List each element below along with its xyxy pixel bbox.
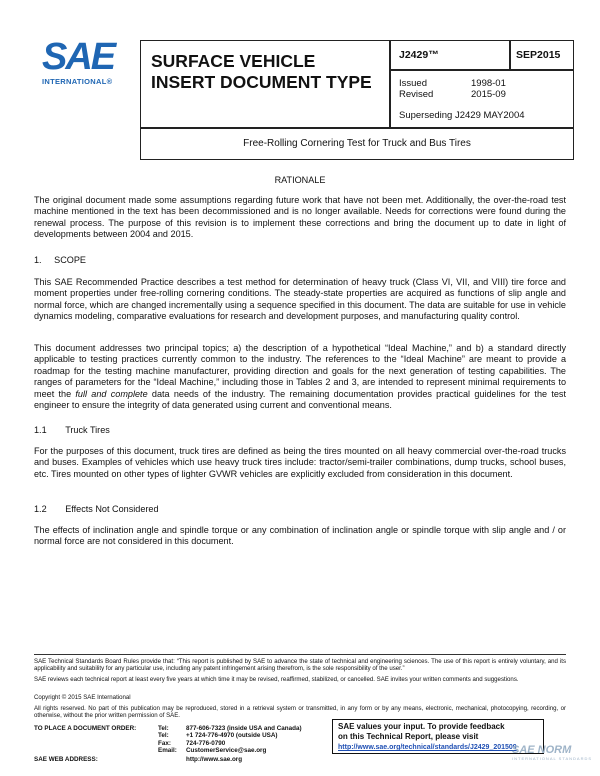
- revised-label: Revised: [399, 89, 434, 100]
- section-1-2-title: Effects Not Considered: [65, 504, 159, 514]
- email-label: Email:: [158, 747, 177, 755]
- title-line-2: INSERT DOCUMENT TYPE: [151, 72, 372, 92]
- tel2-value: +1 724-776-4970 (outside USA): [186, 732, 278, 740]
- document-type-box: [140, 40, 390, 128]
- section-1-2-number: 1.2: [34, 504, 47, 514]
- issued-label: Issued: [399, 78, 427, 89]
- issued-value: 1998-01: [471, 78, 506, 89]
- scope-p2-part-b: data needs of the industry. The remaining documentation provides practical guidelines for the test engineer to ensure the integrity of data generated using current and conventional means.: [34, 388, 566, 411]
- feedback-line-2: on this Technical Report, please visit: [338, 732, 479, 741]
- document-type-title: [151, 51, 372, 93]
- section-1-1-heading: [34, 425, 110, 435]
- document-title-box: [140, 128, 574, 160]
- revised-value: 2015-09: [471, 89, 506, 100]
- footer-divider: [34, 654, 566, 655]
- tel-label: Tel:: [158, 725, 169, 732]
- section-1-number: 1.: [34, 255, 42, 265]
- watermark-text: SAE NORM: [512, 744, 572, 756]
- section-1-1-number: 1.1: [34, 425, 47, 435]
- truck-tires-paragraph: For the purposes of this document, truck tires are defined as being the tires mounted on all heavy commercial over-the-road trucks and buses. Examples of vehicles which use heavy truck tires include: tractor/semi-trailer combinations, dump trucks, school buses, etc. Tires mounted on other types of lighter GVWR vehicles are explicitly excluded from consideration in this document.: [34, 446, 566, 479]
- title-line-1: SURFACE VEHICLE: [151, 51, 316, 71]
- rationale-paragraph: The original document made some assumptions regarding future work that have not been met. Additionally, the over-the-road test machine mentioned in the text has been decommissioned and is no longer available. Needs for corrections were found during the renewal process. The purpose of this revision is to implement these corrections and bring the document up to date in light of developments between 2004 and 2015.: [34, 195, 566, 240]
- copyright-text: Copyright © 2015 SAE International: [34, 694, 131, 701]
- superseding-note: Superseding J2429 MAY2004: [399, 110, 525, 121]
- effects-paragraph: The effects of inclination angle and spindle torque or any combination of inclination angle or spindle torque with slip angle and / or normal force are not considered in this document.: [34, 525, 566, 547]
- scope-p2-part-a: This document addresses two principal topics; a) the description of a hypothetical “Ideal Machine,” and b) a standard directly applicable to testing practices currently common to the industry. The references to the “Ideal Machine” are meant to provide a roadmap for the testing machine manufacturer, providing direction and goals for the next generation of testing capabilities. The ranges of parameters for the “Ideal Machine,” including those in Tables 2 and 3, are intended to represent minimal requirements to meet the: [34, 343, 566, 399]
- document-title: Free-Rolling Cornering Test for Truck and Bus Tires: [243, 138, 471, 149]
- section-1-title: SCOPE: [54, 255, 86, 265]
- section-1-1-title: Truck Tires: [65, 425, 110, 435]
- scope-paragraph-2: [34, 343, 566, 411]
- sae-logo: [42, 38, 122, 86]
- web-value[interactable]: http://www.sae.org: [186, 756, 243, 763]
- rationale-heading: RATIONALE: [274, 175, 326, 185]
- scope-p2-emphasis: full and complete: [75, 388, 148, 399]
- logo-wordmark: SAE: [42, 36, 115, 78]
- document-number-box: [390, 40, 510, 70]
- web-label: SAE WEB ADDRESS:: [34, 756, 98, 763]
- order-label: TO PLACE A DOCUMENT ORDER:: [34, 725, 137, 732]
- tel2-label: Tel:: [158, 732, 169, 740]
- document-date: SEP2015: [516, 49, 561, 61]
- review-text: SAE reviews each technical report at least every five years at which time it may be revised, reaffirmed, stabilized, or cancelled. SAE invites your written comments and suggestions.: [34, 676, 519, 683]
- document-date-box: [510, 40, 574, 70]
- section-1-heading: [34, 255, 86, 265]
- feedback-line-1: SAE values your input. To provide feedback: [338, 722, 505, 731]
- rights-text: All rights reserved. No part of this publication may be reproduced, stored in a retrieval system or transmitted, in any form or by any means, electronic, mechanical, photocopying, recording, or otherwise, without the prior written permission of SAE.: [34, 705, 566, 720]
- section-1-2-heading: [34, 504, 159, 514]
- scope-paragraph-1: This SAE Recommended Practice describes a test method for determination of heavy truck (Class VI, VII, and VIII) tire force and moment properties under free-rolling cornering conditions. The steady-state properties are acquired as functions of slip angle and normal force, which are changed incrementally using a sequence specified in this document. The data are suitable for use in vehicle dynamics modeling, comparative evaluations for research and development purposes, and manufacturing quality control.: [34, 277, 566, 322]
- watermark-subtext: INTERNATIONAL STANDARDS: [512, 756, 593, 761]
- issue-info-box: [390, 70, 574, 128]
- tel-value: 877-606-7323 (inside USA and Canada): [186, 725, 302, 732]
- board-rules-text: SAE Technical Standards Board Rules provide that: “This report is published by SAE to advance the state of technical and engineering sciences. The use of this report is entirely voluntary, and its applicability and suitability for any particular use, including any patent infringement arising therefrom, is the sole responsibility of the user.”: [34, 658, 566, 673]
- fax-label: Fax:: [158, 739, 171, 747]
- document-number: J2429™: [399, 49, 439, 61]
- fax-value: 724-776-0790: [186, 739, 226, 747]
- feedback-link[interactable]: http://www.sae.org/technical/standards/J2429_201509: [338, 744, 517, 751]
- logo-subtitle: INTERNATIONAL®: [42, 77, 113, 86]
- standards-watermark: [512, 744, 600, 761]
- email-value[interactable]: CustomerService@sae.org: [186, 747, 267, 755]
